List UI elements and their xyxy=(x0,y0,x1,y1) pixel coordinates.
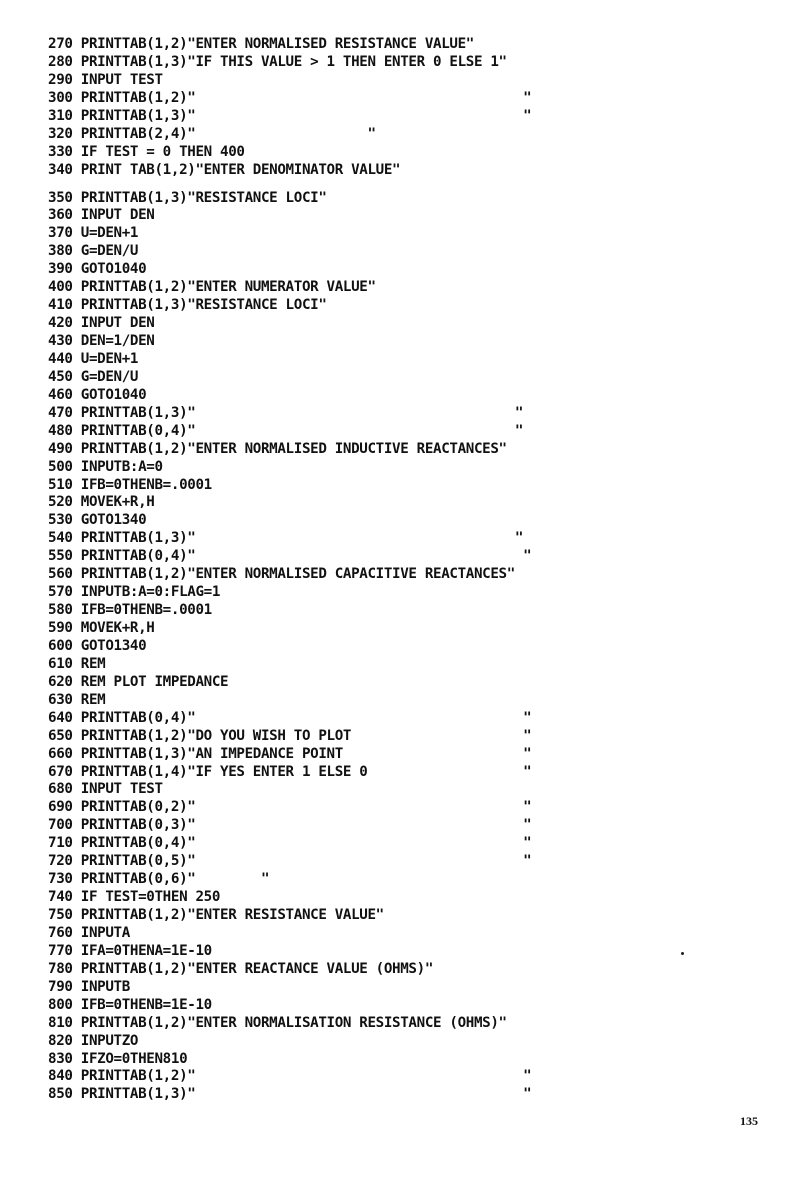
code-line: 520 MOVEK+R,H xyxy=(48,494,155,511)
code-line: 390 GOTO1040 xyxy=(48,261,147,278)
code-line: 430 DEN=1/DEN xyxy=(48,333,155,349)
code-line: 550 PRINTTAB(0,4)" " xyxy=(48,548,532,565)
code-line: 540 PRINTTAB(1,3)" " xyxy=(48,530,524,547)
code-line: 530 GOTO1340 xyxy=(48,512,147,529)
code-line: 380 G=DEN/U xyxy=(48,243,139,260)
code-line: 720 PRINTTAB(0,5)" " xyxy=(48,853,532,870)
code-line: 620 REM PLOT IMPEDANCE xyxy=(48,673,229,690)
code-line: 340 PRINT TAB(1,2)"ENTER DENOMINATOR VALUE" xyxy=(48,161,401,178)
code-line: 310 PRINTTAB(1,3)" " xyxy=(48,107,532,124)
code-line: 420 INPUT DEN xyxy=(48,315,155,332)
code-line: 650 PRINTTAB(1,2)"DO YOU WISH TO PLOT " xyxy=(48,727,532,744)
code-line: 470 PRINTTAB(1,3)" " xyxy=(48,404,524,421)
code-line: 780 PRINTTAB(1,2)"ENTER REACTANCE VALUE (OHMS)" xyxy=(48,960,434,977)
program-listing xyxy=(48,36,728,1104)
code-line: 460 GOTO1040 xyxy=(48,386,147,403)
code-line: 330 IF TEST = 0 THEN 400 xyxy=(48,143,245,160)
code-line: 560 PRINTTAB(1,2)"ENTER NORMALISED CAPACITIVE REACTANCES" xyxy=(48,566,515,583)
code-line: 700 PRINTTAB(0,3)" " xyxy=(48,817,532,834)
code-line: 590 MOVEK+R,H xyxy=(48,620,155,636)
code-line: 850 PRINTTAB(1,3)" " xyxy=(48,1086,532,1103)
code-line: 840 PRINTTAB(1,2)" " xyxy=(48,1068,532,1085)
code-line: 270 PRINTTAB(1,2)"ENTER NORMALISED RESISTANCE VALUE" xyxy=(48,36,474,52)
code-line: 790 INPUTB xyxy=(48,978,130,995)
code-line: 300 PRINTTAB(1,2)" " xyxy=(48,89,532,106)
code-line: 710 PRINTTAB(0,4)" " xyxy=(48,835,532,852)
code-line: 680 INPUT TEST xyxy=(48,781,163,798)
code-line: 800 IFB=0THENB=1E-10 xyxy=(48,996,212,1013)
code-line: 510 IFB=0THENB=.0001 xyxy=(48,476,212,493)
code-line: 280 PRINTTAB(1,3)"IF THIS VALUE > 1 THEN ENTER 0 ELSE 1" xyxy=(48,53,507,70)
code-line: 610 REM xyxy=(48,655,106,672)
code-line: 400 PRINTTAB(1,2)"ENTER NUMERATOR VALUE" xyxy=(48,279,376,296)
code-line: 500 INPUTB:A=0 xyxy=(48,458,163,475)
code-line: 820 INPUTZO xyxy=(48,1032,139,1049)
code-line: 670 PRINTTAB(1,4)"IF YES ENTER 1 ELSE 0 " xyxy=(48,763,532,780)
page-number: 135 xyxy=(740,1114,758,1128)
code-line: 640 PRINTTAB(0,4)" " xyxy=(48,709,532,726)
code-line: 410 PRINTTAB(1,3)"RESISTANCE LOCI" xyxy=(48,297,327,314)
code-line: 290 INPUT TEST xyxy=(48,71,163,88)
print-speck xyxy=(681,952,684,955)
code-line: 740 IF TEST=0THEN 250 xyxy=(48,889,221,906)
code-line: 360 INPUT DEN xyxy=(48,207,155,224)
code-line: 690 PRINTTAB(0,2)" " xyxy=(48,799,532,816)
code-line: 750 PRINTTAB(1,2)"ENTER RESISTANCE VALUE" xyxy=(48,907,384,923)
code-line: 370 U=DEN+1 xyxy=(48,225,139,242)
code-line: 600 GOTO1340 xyxy=(48,637,147,654)
code-line: 350 PRINTTAB(1,3)"RESISTANCE LOCI" xyxy=(48,189,327,206)
code-line: 770 IFA=0THENA=1E-10 xyxy=(48,942,212,959)
code-line: 580 IFB=0THENB=.0001 xyxy=(48,602,212,619)
code-line: 480 PRINTTAB(0,4)" " xyxy=(48,422,524,439)
code-line: 810 PRINTTAB(1,2)"ENTER NORMALISATION RESISTANCE (OHMS)" xyxy=(48,1014,507,1031)
code-line: 490 PRINTTAB(1,2)"ENTER NORMALISED INDUCTIVE REACTANCES" xyxy=(48,440,507,457)
code-line: 570 INPUTB:A=0:FLAG=1 xyxy=(48,584,221,601)
code-line: 730 PRINTTAB(0,6)" " xyxy=(48,871,270,888)
code-line: 450 G=DEN/U xyxy=(48,368,139,385)
code-line: 830 IFZO=0THEN810 xyxy=(48,1050,188,1067)
code-line: 440 U=DEN+1 xyxy=(48,350,139,367)
code-line: 320 PRINTTAB(2,4)" " xyxy=(48,125,376,142)
code-line: 630 REM xyxy=(48,691,106,708)
code-line: 660 PRINTTAB(1,3)"AN IMPEDANCE POINT " xyxy=(48,745,532,762)
code-line: 760 INPUTA xyxy=(48,924,130,941)
